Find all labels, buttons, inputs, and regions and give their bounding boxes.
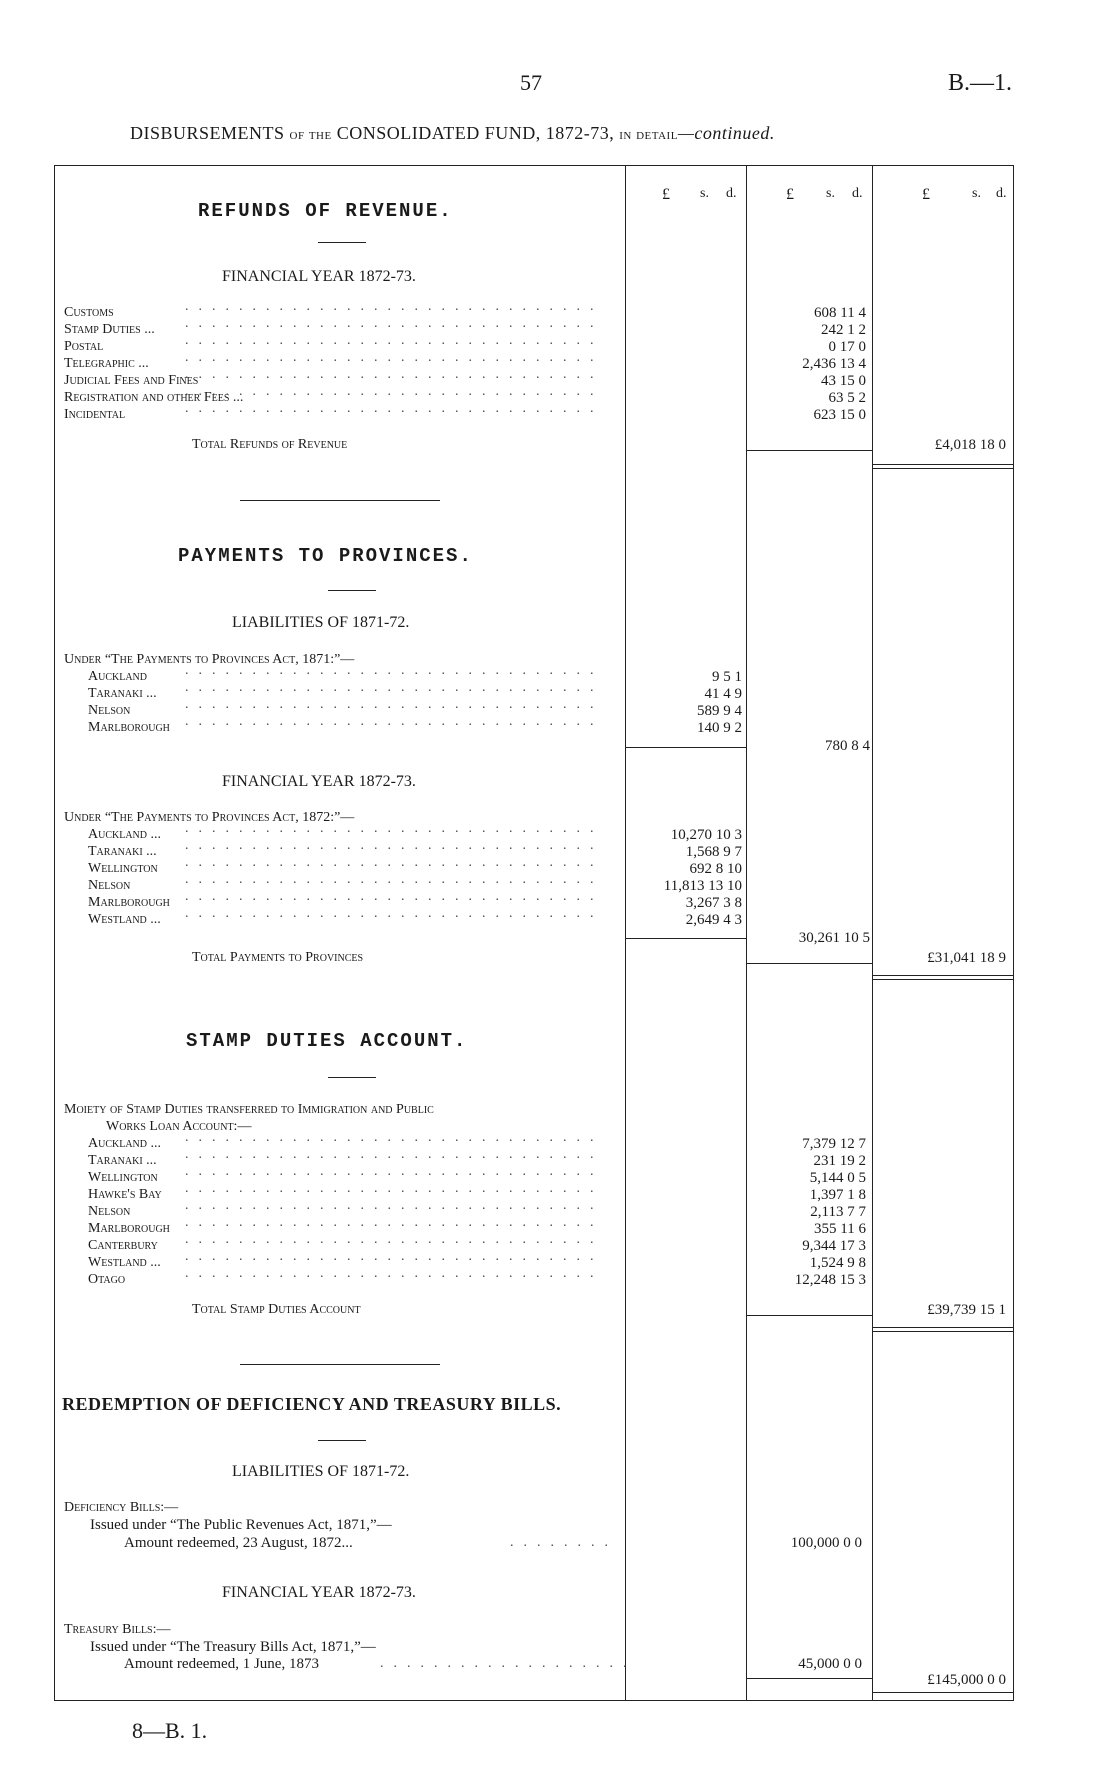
list-item: Telegraphic ... [64,356,149,371]
list-item: Taranaki ... [88,844,157,859]
provinces-under1: Under “The Payments to Provinces Act, 1871:”— [64,652,355,667]
col3-s: s. [972,186,981,201]
amount: 9,344 17 3 [802,1238,866,1254]
list-item: Canterbury [88,1238,158,1253]
amount: 2,113 7 7 [810,1204,866,1220]
col3-pound: £ [922,186,930,203]
list-item: Wellington [88,1170,158,1185]
amount: 41 4 9 [704,686,742,702]
col2-d: d. [852,186,863,201]
col1-pound: £ [662,186,670,203]
stamp-title: STAMP DUTIES ACCOUNT. [186,1030,468,1052]
refunds-total: £4,018 18 0 [934,437,1006,453]
list-item: Registration and other Fees ... [64,390,244,405]
amount: 589 9 4 [697,703,742,719]
list-item: Hawke's Bay [88,1187,162,1202]
amount: 1,524 9 8 [809,1255,866,1271]
list-item: Taranaki ... [88,1153,157,1168]
list-item: Auckland ... [88,827,161,842]
deficiency-issued: Issued under “The Public Revenues Act, 1871,”— [90,1517,392,1533]
list-item: Nelson [88,703,131,718]
title-in-detail: in detail [619,127,678,143]
refunds-title: REFUNDS OF REVENUE. [198,200,453,222]
list-item: Westland ... [88,1255,161,1270]
amount: 12,248 15 3 [794,1272,866,1288]
amount: 3,267 3 8 [685,895,742,911]
page-title [130,123,775,144]
amount: 2,436 13 4 [802,356,866,372]
list-item: Wellington [88,861,158,876]
amount: 9 5 1 [712,669,742,685]
stamp-intro-line1: Moiety of Stamp Duties transferred to Immigration and Public [64,1102,434,1117]
stamp-total: £39,739 15 1 [927,1302,1006,1318]
list-item: Postal [64,339,104,354]
col2-s: s. [826,186,835,201]
refunds-total-label: Total Refunds of Revenue [192,437,348,452]
treasury-amount: 45,000 0 0 [798,1656,862,1672]
list-item: Taranaki ... [88,686,157,701]
leader-dots: ............................... ............................... ............................... ............................... ............................... ............................... ............................... [185,299,604,416]
treasury-amount-label: Amount redeemed, 1 June, 1873 [124,1656,319,1672]
provinces-sub1: LIABILITIES OF 1871-72. [232,614,410,631]
amount: 242 1 2 [821,322,866,338]
amount: 1,568 9 7 [685,844,742,860]
redemption-title: REDEMPTION OF DEFICIENCY AND TREASURY BILLS. [62,1394,562,1414]
col3-d: d. [996,186,1007,201]
leader-dots: ............................... ............................... ............................... ............................... ............................... ............................... ............................... ............................... ............................... [185,1130,604,1281]
amount: 7,379 12 7 [802,1136,866,1152]
amount: 0 17 0 [828,339,866,355]
deficiency-amount-label: Amount redeemed, 23 August, 1872... [124,1535,353,1551]
provinces-total-label: Total Payments to Provinces [192,950,364,965]
stamp-total-label: Total Stamp Duties Account [192,1302,361,1317]
list-item: Incidental [64,407,126,422]
refunds-subtitle: FINANCIAL YEAR 1872-73. [222,268,416,285]
list-item: Judicial Fees and Fines [64,373,199,388]
title-fund: CONSOLIDATED FUND, 1872-73, [336,123,615,143]
leader-dots: ........ [510,1535,618,1550]
list-item: Otago [88,1272,126,1287]
deficiency-amount: 100,000 0 0 [790,1535,862,1551]
amount: 11,813 13 10 [663,878,742,894]
amount: 1,397 1 8 [809,1187,866,1203]
provinces-subtotal1: 780 8 4 [825,738,870,754]
leader-dots: ................... [380,1656,637,1671]
provinces-sub2: FINANCIAL YEAR 1872-73. [222,773,416,790]
col1-d: d. [726,186,737,201]
amount: 140 9 2 [697,720,742,736]
redemption-sub1: LIABILITIES OF 1871-72. [232,1463,410,1480]
list-item: Westland ... [88,912,161,927]
redemption-sub2: FINANCIAL YEAR 1872-73. [222,1584,416,1601]
amount: 5,144 0 5 [809,1170,866,1186]
list-item: Nelson [88,878,131,893]
list-item: Auckland ... [88,1136,161,1151]
leader-dots: ............................... ............................... ............................... ............................... [185,663,604,729]
treasury-label: Treasury Bills:— [64,1622,171,1637]
amount: 231 19 2 [813,1153,866,1169]
title-continued: —continued. [677,123,775,143]
leader-dots: ............................... ............................... ............................... ............................... ............................... ............................... [185,821,604,921]
footer-signature: 8—B. 1. [132,1718,208,1743]
amount: 43 15 0 [821,373,866,389]
document-ref: B.—1. [948,70,1013,96]
amount: 608 11 4 [814,305,866,321]
provinces-subtotal2: 30,261 10 5 [798,930,870,946]
amount: 355 11 6 [814,1221,866,1237]
list-item: Stamp Duties ... [64,322,155,337]
redemption-total: £145,000 0 0 [927,1672,1006,1688]
list-item: Marlborough [88,1221,170,1236]
amount: 10,270 10 3 [670,827,742,843]
provinces-total: £31,041 18 9 [927,950,1006,966]
title-of-the: of the [289,127,332,143]
list-item: Marlborough [88,895,170,910]
amount: 2,649 4 3 [685,912,742,928]
amount: 692 8 10 [689,861,742,877]
title-main: DISBURSEMENTS [130,123,285,143]
page-number: 57 [520,70,542,95]
col1-s: s. [700,186,709,201]
col2-pound: £ [786,186,794,203]
amount: 623 15 0 [813,407,866,423]
list-item: Customs [64,305,114,320]
list-item: Nelson [88,1204,131,1219]
stamp-intro-line2: Works Loan Account:— [106,1119,252,1134]
treasury-issued: Issued under “The Treasury Bills Act, 1871,”— [90,1639,376,1655]
amount: 63 5 2 [828,390,866,406]
deficiency-label: Deficiency Bills:— [64,1500,179,1515]
list-item: Auckland [88,669,147,684]
provinces-title: PAYMENTS TO PROVINCES. [178,545,473,567]
list-item: Marlborough [88,720,170,735]
provinces-under2: Under “The Payments to Provinces Act, 1872:”— [64,810,355,825]
